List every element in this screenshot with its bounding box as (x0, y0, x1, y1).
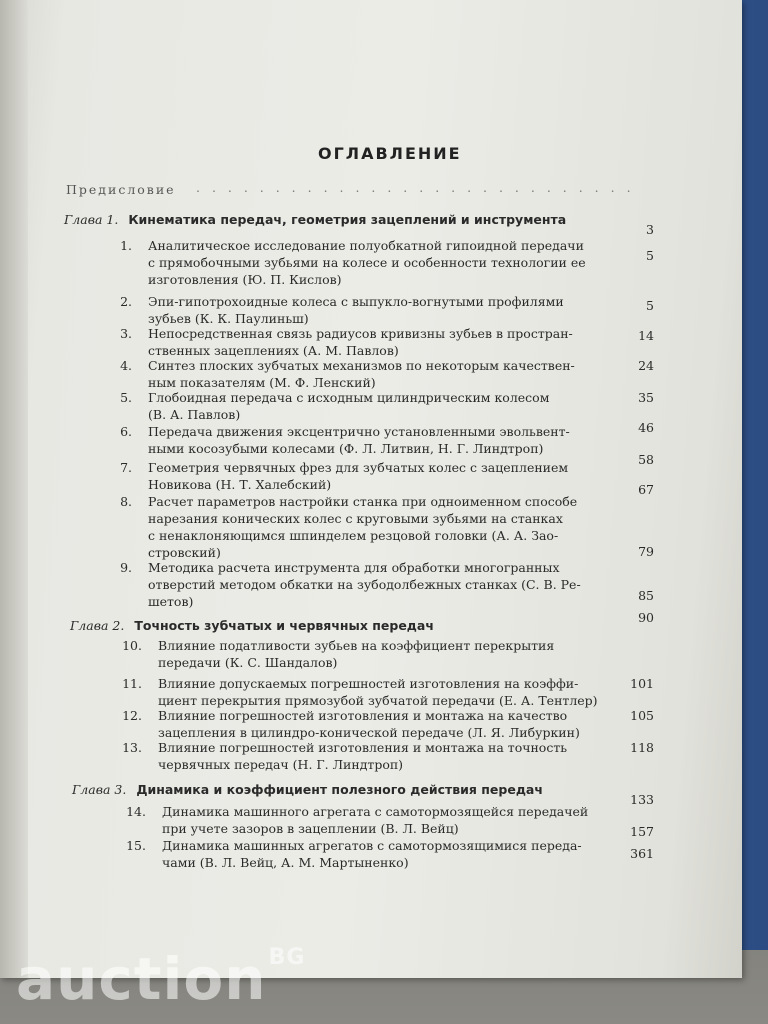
toc-page-number: 85 (638, 588, 654, 603)
watermark (16, 945, 305, 1013)
toc-item-number: 10. (122, 638, 142, 653)
toc-chapter-1 (64, 212, 566, 227)
toc-item-text: Расчет параметров настройки станка при одноименном способе (148, 494, 578, 509)
toc-page-number: 5 (646, 248, 654, 263)
page-title: ОГЛАВЛЕНИЕ (318, 144, 462, 163)
toc-page-number: 14 (638, 328, 654, 343)
toc-item-text: Синтез плоских зубчатых механизмов по некоторым качествен- (148, 358, 575, 373)
toc-item-text: червячных передач (Н. Г. Линдтроп) (158, 757, 404, 772)
toc-item-text: Аналитическое исследование полуобкатной гипоидной передачи (148, 238, 584, 253)
watermark-text: auction (16, 945, 267, 1013)
toc-chapter-2 (70, 618, 434, 633)
toc-page-number: 58 (638, 452, 654, 467)
toc-page-number: 157 (630, 824, 654, 839)
toc-item-text: Непосредственная связь радиусов кривизны зубьев в простран- (148, 326, 573, 341)
toc-item-text: ным показателям (М. Ф. Ленский) (148, 375, 376, 390)
toc-item-number: 1. (120, 238, 132, 253)
toc-item-number: 4. (120, 358, 132, 373)
toc-page-number: 90 (638, 610, 654, 625)
toc-item-number: 12. (122, 708, 142, 723)
toc-item-text: Методика расчета инструмента для обработки многогранных (148, 560, 560, 575)
toc-item-text: Передача движения эксцентрично установленными эвольвент- (148, 424, 570, 439)
toc-item-number: 8. (120, 494, 132, 509)
toc-item-text: Новикова (Н. Т. Халебский) (148, 477, 332, 492)
toc-item-text: ными косозубыми колесами (Ф. Л. Литвин, Н. Г. Линдтроп) (148, 441, 544, 456)
toc-item-text: Влияние податливости зубьев на коэффициент перекрытия (158, 638, 555, 653)
toc-item-number: 7. (120, 460, 132, 475)
toc-item-text: шетов) (148, 594, 194, 609)
toc-item-text: передачи (К. С. Шандалов) (158, 655, 338, 670)
toc-item-text: зубьев (К. К. Паулиньш) (148, 311, 309, 326)
toc-item-number: 6. (120, 424, 132, 439)
toc-item-text: с прямобочными зубьями на колесе и особенности технологии ее (148, 255, 586, 270)
toc-item-number: 14. (126, 804, 146, 819)
toc-item-text: Глобоидная передача с исходным цилиндрическим колесом (148, 390, 550, 405)
toc-item-text: Геометрия червячных фрез для зубчатых колес с зацеплением (148, 460, 569, 475)
toc-chapter-3 (72, 782, 543, 797)
toc-item-text: Влияние погрешностей изготовления и монтажа на точность (158, 740, 568, 755)
toc-item-text: ственных зацеплениях (А. М. Павлов) (148, 343, 399, 358)
toc-item-text: (В. А. Павлов) (148, 407, 241, 422)
toc-leader-dots: . . . . . . . . . . . . . . . . . . . . . . . . . . . . (196, 180, 635, 195)
toc-item-text: при учете зазоров в зацеплении (В. Л. Вейц) (162, 821, 459, 836)
toc-page-number: 361 (630, 846, 654, 861)
toc-item-text: отверстий методом обкатки на зубодолбежных станках (С. В. Ре- (148, 577, 581, 592)
toc-item-number: 15. (126, 838, 146, 853)
toc-page-number: 5 (646, 298, 654, 313)
toc-page-number: 118 (630, 740, 654, 755)
toc-item-number: 2. (120, 294, 132, 309)
toc-item-text: Динамика машинных агрегатов с самотормозящимися переда- (162, 838, 582, 853)
toc-item-text: Влияние погрешностей изготовления и монтажа на качество (158, 708, 568, 723)
toc-item-text: Динамика машинного агрегата с самотормозящейся передачей (162, 804, 589, 819)
toc-item-number: 9. (120, 560, 132, 575)
toc-page-number: 35 (638, 390, 654, 405)
toc-page-number: 105 (630, 708, 654, 723)
chapter-label: Глава 3. (72, 782, 127, 797)
toc-item-text: Влияние допускаемых погрешностей изготовления на коэффи- (158, 676, 579, 691)
toc-page-number: 79 (638, 544, 654, 559)
chapter-title: Динамика и коэффициент полезного действия передач (136, 782, 543, 797)
toc-item-text: стровский) (148, 545, 221, 560)
watermark-suffix: BG (268, 945, 306, 970)
toc-page-number: 3 (646, 222, 654, 237)
toc-page-number: 46 (638, 420, 654, 435)
chapter-label: Глава 2. (70, 618, 125, 633)
chapter-title: Точность зубчатых и червячных передач (134, 618, 434, 633)
toc-page-number: 24 (638, 358, 654, 373)
toc-page-number: 133 (630, 792, 654, 807)
toc-item-number: 13. (122, 740, 142, 755)
toc-item-number: 11. (122, 676, 142, 691)
chapter-title: Кинематика передач, геометрия зацеплений и инструмента (128, 212, 567, 227)
toc-item-text: чами (В. Л. Вейц, А. М. Мартыненко) (162, 855, 409, 870)
toc-item-text: нарезания конических колес с круговыми зубьями на станках (148, 511, 563, 526)
toc-page-number: 101 (630, 676, 654, 691)
toc-item-text: зацепления в цилиндро-конической передаче (Л. Я. Либуркин) (158, 725, 580, 740)
toc-item-text: с ненаклоняющимся шпинделем резцовой головки (А. А. Зао- (148, 528, 559, 543)
toc-item-text: Эпи-гипотрохоидные колеса с выпукло-вогнутыми профилями (148, 294, 564, 309)
chapter-label: Глава 1. (64, 212, 119, 227)
toc-item-number: 3. (120, 326, 132, 341)
toc-page-number: 67 (638, 482, 654, 497)
toc-item-text: изготовления (Ю. П. Кислов) (148, 272, 342, 287)
toc-preface-label: Предисловие (66, 182, 176, 197)
toc-item-text: циент перекрытия прямозубой зубчатой передачи (Е. А. Тентлер) (158, 693, 598, 708)
toc-item-number: 5. (120, 390, 132, 405)
page-gutter-shadow (0, 0, 28, 978)
